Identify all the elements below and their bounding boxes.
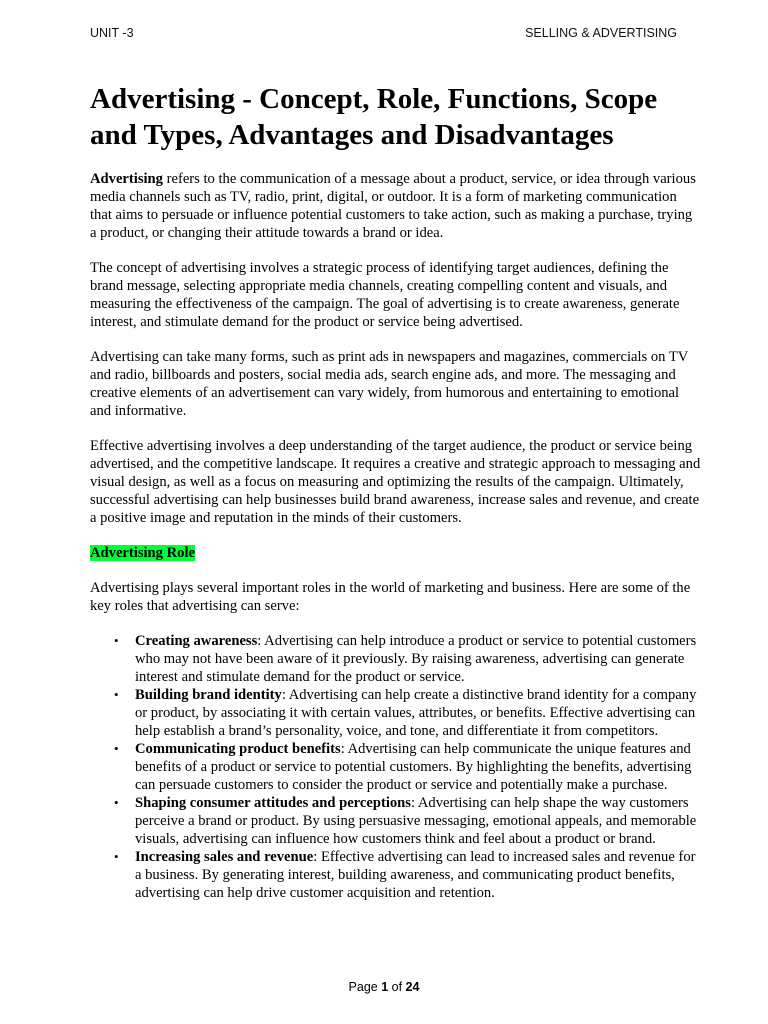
forms-paragraph: Advertising can take many forms, such as print ads in newspapers and magazines, commercials on TV and radio, billboards and posters, social media ads, search engine ads, and more. The messaging and creative elements of an advertisement can vary widely, from humorous and entertaining to emotional and informative. [90,349,689,419]
footer-separator: of [388,980,406,994]
list-item-term: Creating awareness [135,633,258,649]
bullet-icon: • [114,849,119,864]
list-item [114,686,702,740]
header-unit: UNIT -3 [90,26,134,40]
page-footer [0,980,768,994]
document-body [90,170,702,902]
bullet-icon: • [114,633,119,648]
role-intro-paragraph: Advertising plays several important roles in the world of marketing and business. Here are some of the key roles that advertising can serve: [90,580,691,614]
effective-paragraph: Effective advertising involves a deep understanding of the target audience, the product or service being advertised, and the competitive landscape. It requires a creative and strategic approach to messaging and visual design, as well as a focus on measuring and optimizing the results of the campaign. Ultimately, successful advertising can help businesses build brand awareness, increase sales and revenue, and create a positive image and reputation in the minds of their customers. [90,438,701,526]
list-item [114,848,702,902]
page-title: Advertising - Concept, Role, Functions, Scope and Types, Advantages and Disadvantages [90,83,658,151]
bullet-icon: • [114,741,119,756]
list-item [114,794,702,848]
header-subject: SELLING & ADVERTISING [525,26,677,40]
page-number-total: 24 [405,980,420,994]
list-item-term: Shaping consumer attitudes and perceptions [135,795,411,811]
list-item-term: Building brand identity [135,687,282,703]
intro-term: Advertising [90,171,163,187]
highlighted-heading: Advertising Role [90,545,195,561]
intro-text: refers to the communication of a message about a product, service, or idea through various media channels such as TV, radio, print, digital, or outdoor. It is a form of marketing communication that aims to persuade or influence potential customers to take action, such as making a purchase, trying a product, or changing their attitude towards a brand or idea. [90,171,696,241]
concept-paragraph: The concept of advertising involves a strategic process of identifying target audiences, defining the brand message, selecting appropriate media channels, creating compelling content and visuals, and measuring the effectiveness of the campaign. The goal of advertising is to create awareness, generate interest, and stimulate demand for the product or service being advertised. [90,260,680,330]
list-item-text: : Effective advertising can lead to increased sales and revenue for a business. By generating interest, building awareness, and communicating product benefits, advertising can help drive customer acquisition and retention. [135,849,696,901]
roles-list [90,632,702,902]
list-item-text: : Advertising can help introduce a product or service to potential customers who may not have been aware of it previously. By raising awareness, advertising can generate interest and stimulate demand for the product or service. [135,633,697,685]
bullet-icon: • [114,687,119,702]
section-heading [90,544,702,562]
page-number-current: 1 [381,980,389,994]
page-header [90,26,677,40]
list-item-text: : Advertising can help create a distinctive brand identity for a company or product, by associating it with certain values, attributes, or benefits. Effective advertising can help establish a brand’s personality, voice, and tone, and differentiate it from competitors. [135,687,697,739]
list-item [114,740,702,794]
list-item-term: Increasing sales and revenue [135,849,314,865]
list-item-text: : Advertising can help shape the way customers perceive a brand or product. By using persuasive messaging, emotional appeals, and memorable visuals, advertising can influence how customers think and feel about a product or brand. [135,795,697,847]
list-item-term: Communicating product benefits [135,741,341,757]
list-item [114,632,702,686]
intro-paragraph [90,170,702,242]
footer-prefix: Page [348,980,382,994]
bullet-icon: • [114,795,119,810]
list-item-text: : Advertising can help communicate the unique features and benefits of a product or service to potential customers. By highlighting the benefits, advertising can persuade customers to consider the product or service and potentially make a purchase. [135,741,692,793]
